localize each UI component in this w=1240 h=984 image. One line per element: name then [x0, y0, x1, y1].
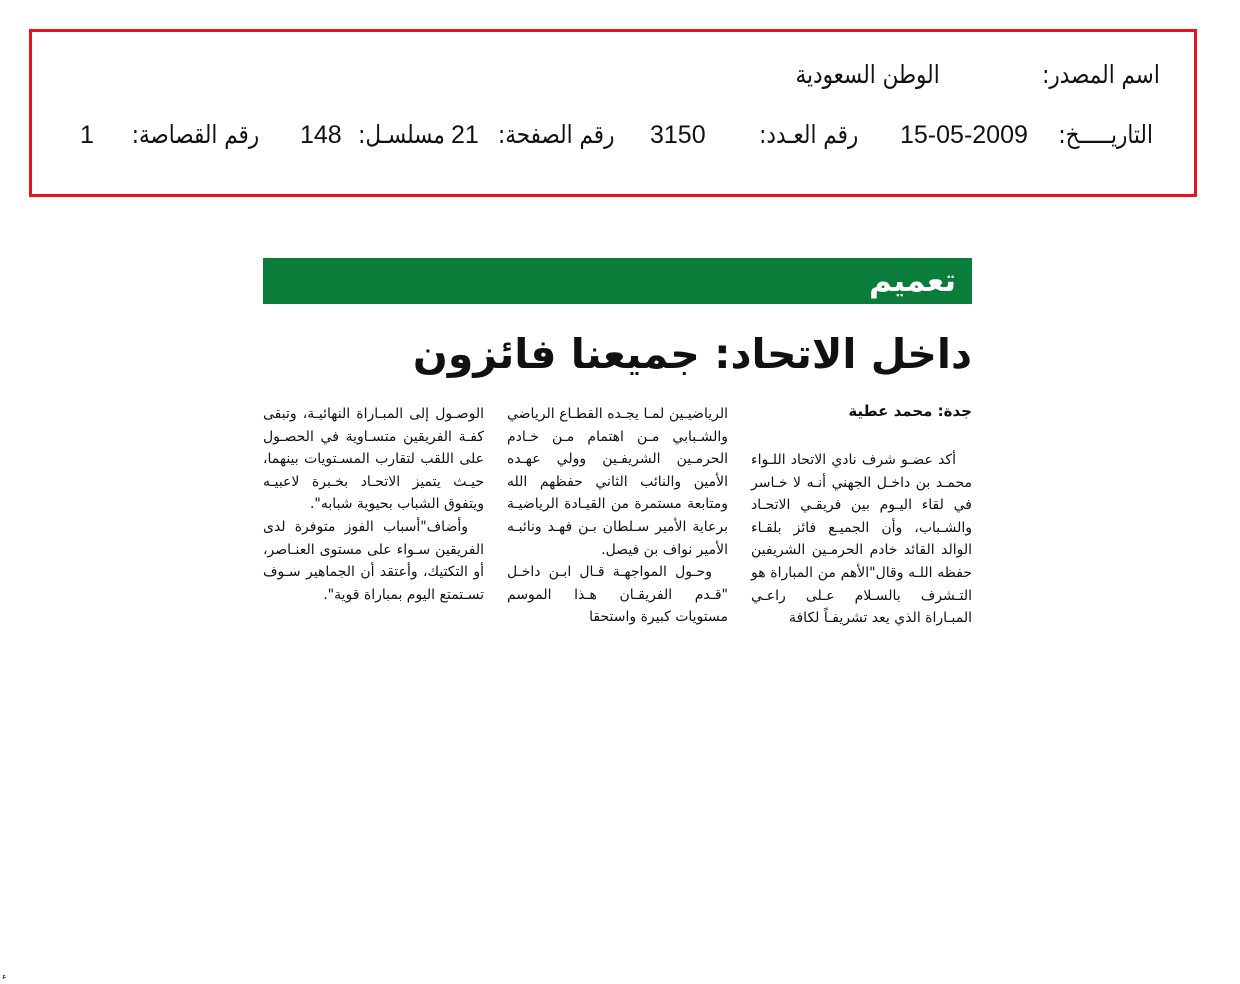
source-label: اسم المصدر: — [1042, 60, 1160, 89]
column-3-paragraph: وأضاف"أسباب الفوز متوفرة لدى الفريقين سـواء على مستوى العنـاصر، أو التكتيك، وأعتقد أن الجماهير سـوف تسـتمتع اليوم بمباراة قوية". — [263, 518, 484, 603]
page-edge-mark: ء — [2, 972, 7, 982]
category-bar — [263, 258, 972, 304]
category-label: تعميم — [869, 263, 956, 299]
article-column-3 — [263, 403, 484, 606]
serial-value: 148 — [300, 121, 342, 149]
column-1-paragraph: أكد عضـو شرف نادي الاتحاد اللـواء محمـد بن داخـل الجهني أنـه لا خـاسر في لقاء اليـوم بين فريقـي الاتحـاد والشـباب، وأن الجميـع فائز بلقـاء الوالد القائد خادم الحرمـين الشريفين حفظه اللـه وقال"الأهم من المباراة هو التـشرف بالسـلام عـلى راعـي المبـاراة الذي يعد تشريفـاً لكافة — [751, 452, 972, 627]
issue-label: رقم العـدد: — [758, 120, 858, 149]
clipping-value: 1 — [80, 121, 94, 149]
column-3-paragraph: الوصـول إلى المبـاراة النهائيـة، وتبقى كفـة الفريقين متسـاوية في الحصـول على اللقب لتقارب المسـتويات بينهما، حيـث يتميز الاتحـاد بخـبرة لاعبيـه ويتفوق الشباب بحيوية شبابه". — [263, 406, 484, 513]
source-value: الوطن السعودية — [795, 60, 940, 89]
serial-label: مسلسـل: — [358, 120, 445, 149]
column-2-paragraph: الرياضيـين لمـا يجـده القطـاع الرياضي والشـبابي مـن اهتمام مـن خـادم الحرمـين الشريفـين وولي عهـده الأمين والنائب الثاني حفظهم الله ومتابعة مستمرة من القيـادة الرياضيـة برعاية الأمير سـلطان بـن فهـد ونائبـه الأمير نواف بن فيصل. — [507, 406, 728, 558]
issue-value: 3150 — [650, 121, 706, 149]
date-value: 15-05-2009 — [900, 121, 1028, 149]
article-column-2 — [507, 403, 728, 629]
article-headline: داخل الاتحاد: جميعنا فائزون — [412, 330, 972, 378]
source-info-box — [29, 29, 1197, 197]
page-label: رقم الصفحة: — [497, 120, 614, 149]
date-label: التاريـــــخ: — [1058, 120, 1153, 149]
article-byline: جدة: محمد عطية — [848, 402, 972, 420]
column-2-paragraph: وحـول المواجهـة قـال ابـن داخـل "قـدم الفريقـان هـذا الموسم مستويات كبيرة واستحقا — [507, 564, 728, 626]
clipping-label: رقم القصاصة: — [131, 120, 259, 149]
page-value: 21 — [451, 121, 479, 149]
article-column-1 — [751, 449, 972, 630]
